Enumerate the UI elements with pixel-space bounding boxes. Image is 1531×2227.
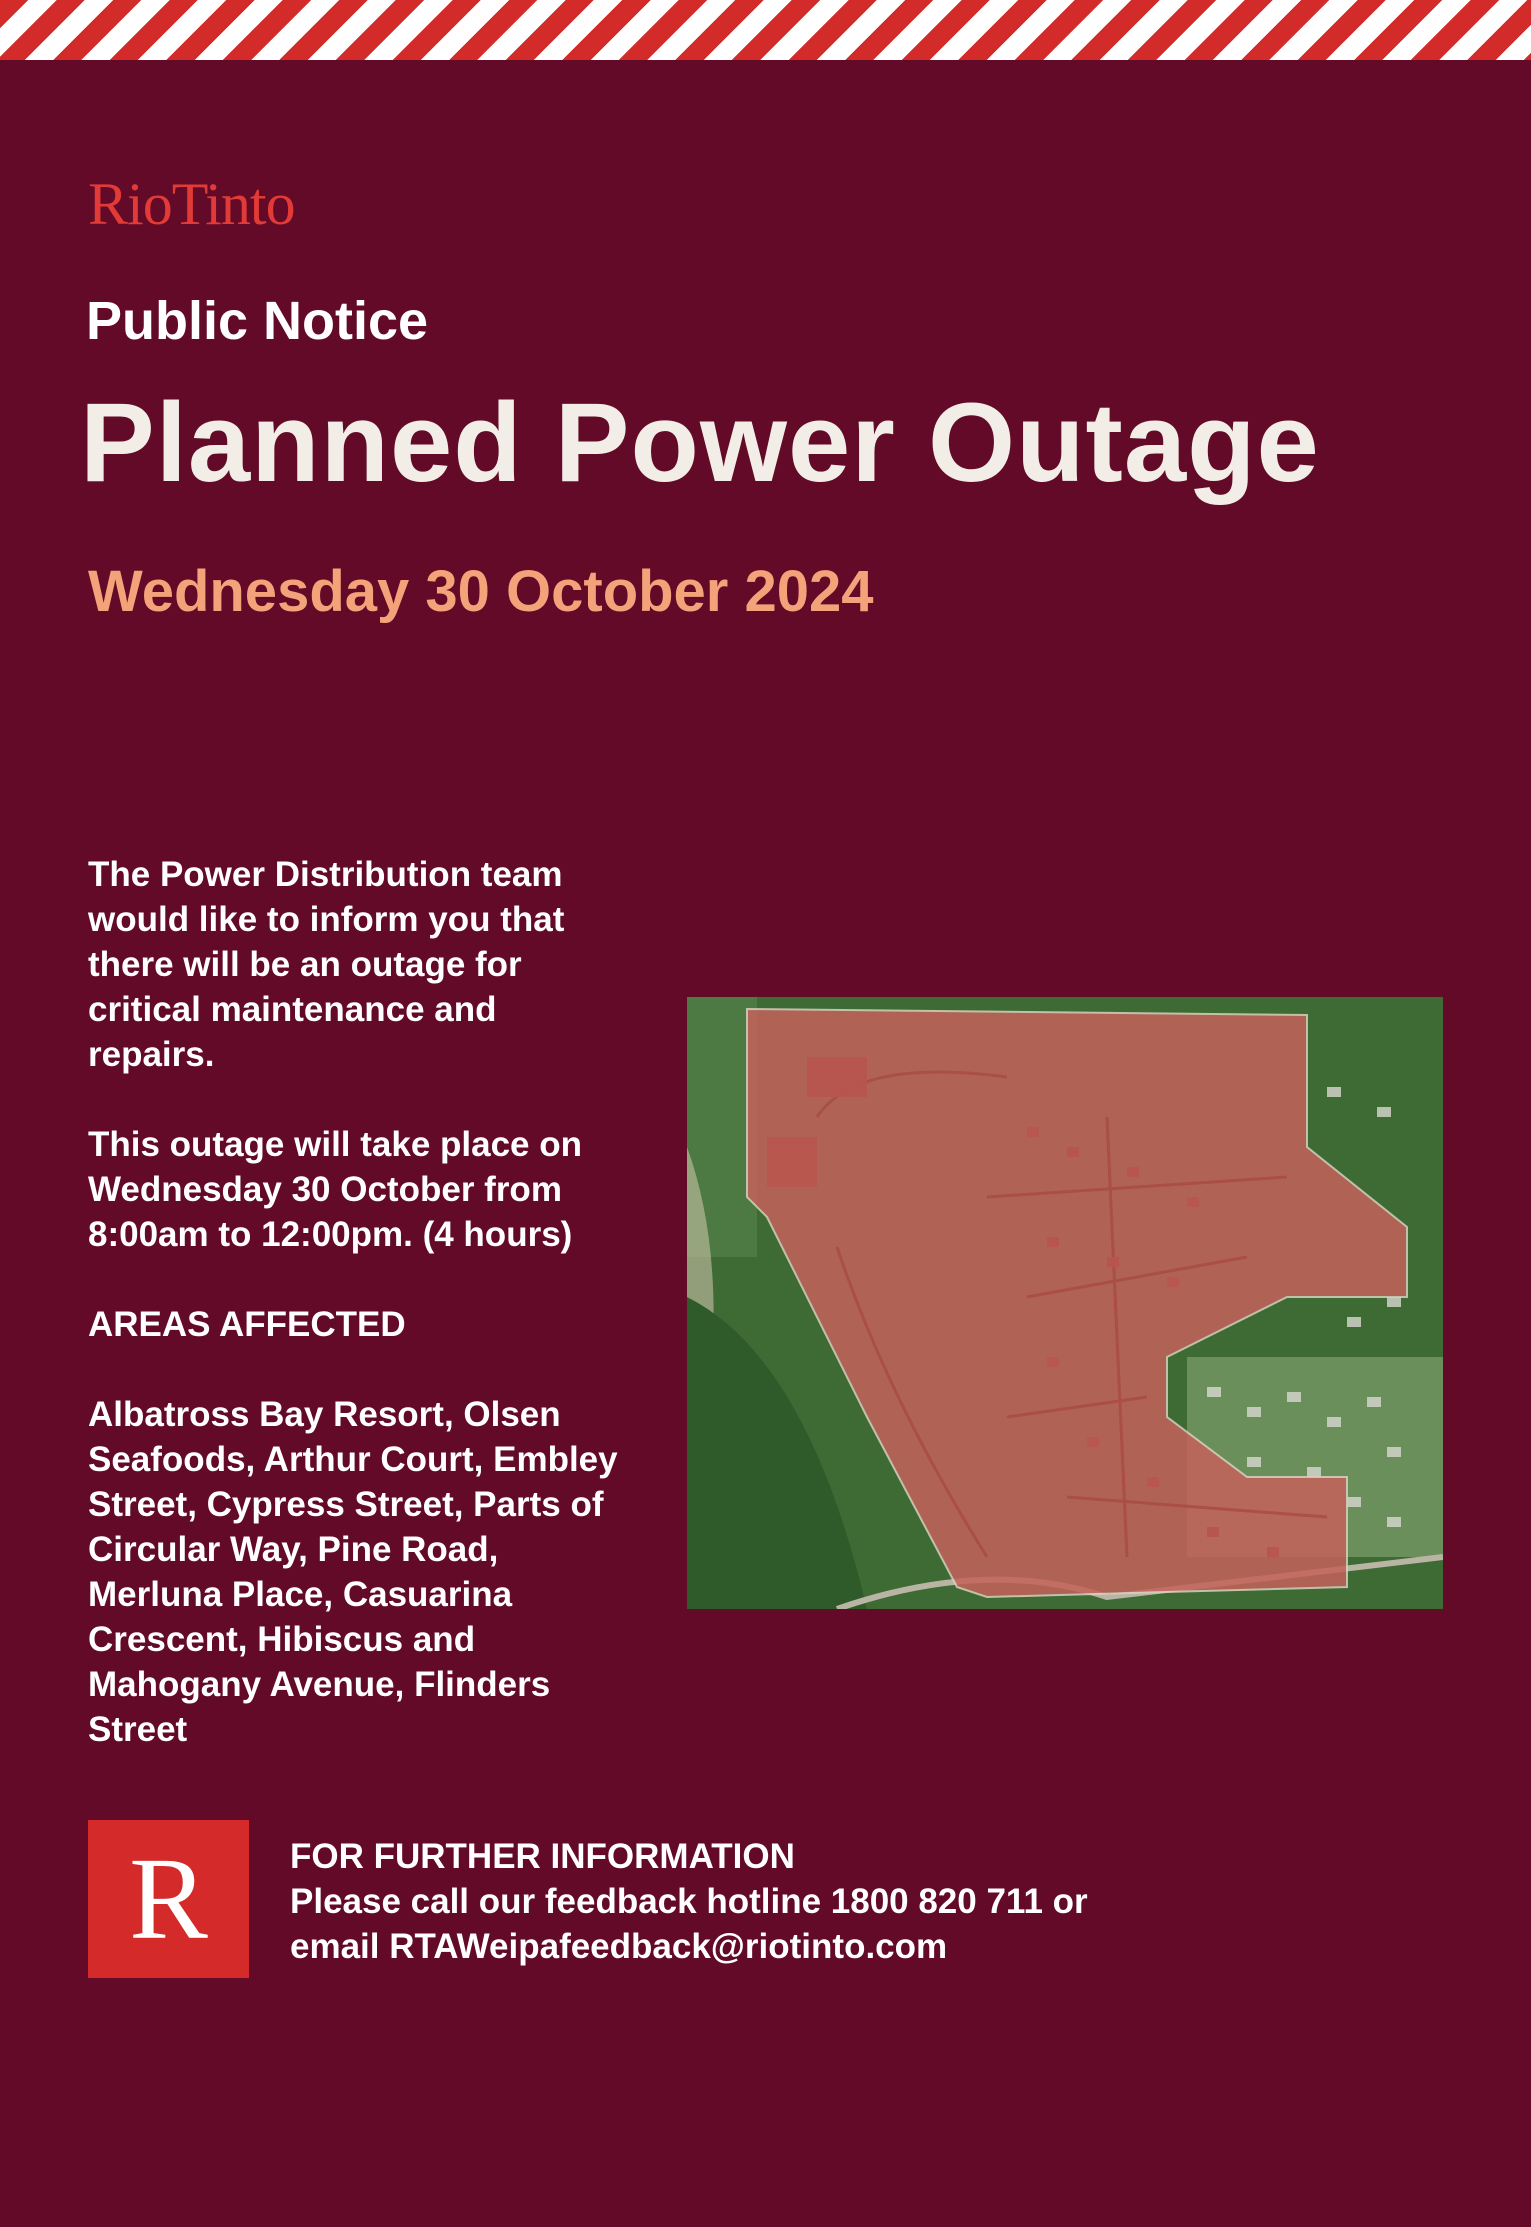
areas-heading: AREAS AFFECTED <box>88 1305 406 1344</box>
rio-tinto-logo: RioTinto <box>88 171 295 237</box>
rio-tinto-r-badge <box>88 1820 249 1978</box>
badge-letter: R <box>129 1833 208 1964</box>
outage-date: Wednesday 30 October 2024 <box>88 559 874 624</box>
info-hotline: Please call our feedback hotline 1800 820 711 or <box>290 1882 1088 1921</box>
areas-list: Albatross Bay Resort, Olsen Seafoods, Arthur Court, Embley Street, Cypress Street, Parts of Circular Way, Pine Road, Merluna Place, Casuarina Crescent, Hibiscus and Mahogany Avenue, Flinders Street <box>88 1395 618 1749</box>
info-email: email RTAWeipafeedback@riotinto.com <box>290 1927 948 1966</box>
intro-paragraph: The Power Distribution team would like to inform you that there will be an outage for critical maintenance and repairs. <box>88 855 565 1074</box>
outage-area-map <box>687 997 1443 1609</box>
headline: Planned Power Outage <box>80 380 1320 505</box>
schedule-paragraph: This outage will take place on Wednesday 30 October from 8:00am to 12:00pm. (4 hours) <box>88 1125 582 1254</box>
top-stripe-border <box>0 0 1531 60</box>
info-heading: FOR FURTHER INFORMATION <box>290 1837 795 1876</box>
map-graphic <box>687 997 1443 1609</box>
notice-body <box>88 852 628 1797</box>
further-information <box>290 1834 1490 1969</box>
notice-label: Public Notice <box>86 291 429 351</box>
